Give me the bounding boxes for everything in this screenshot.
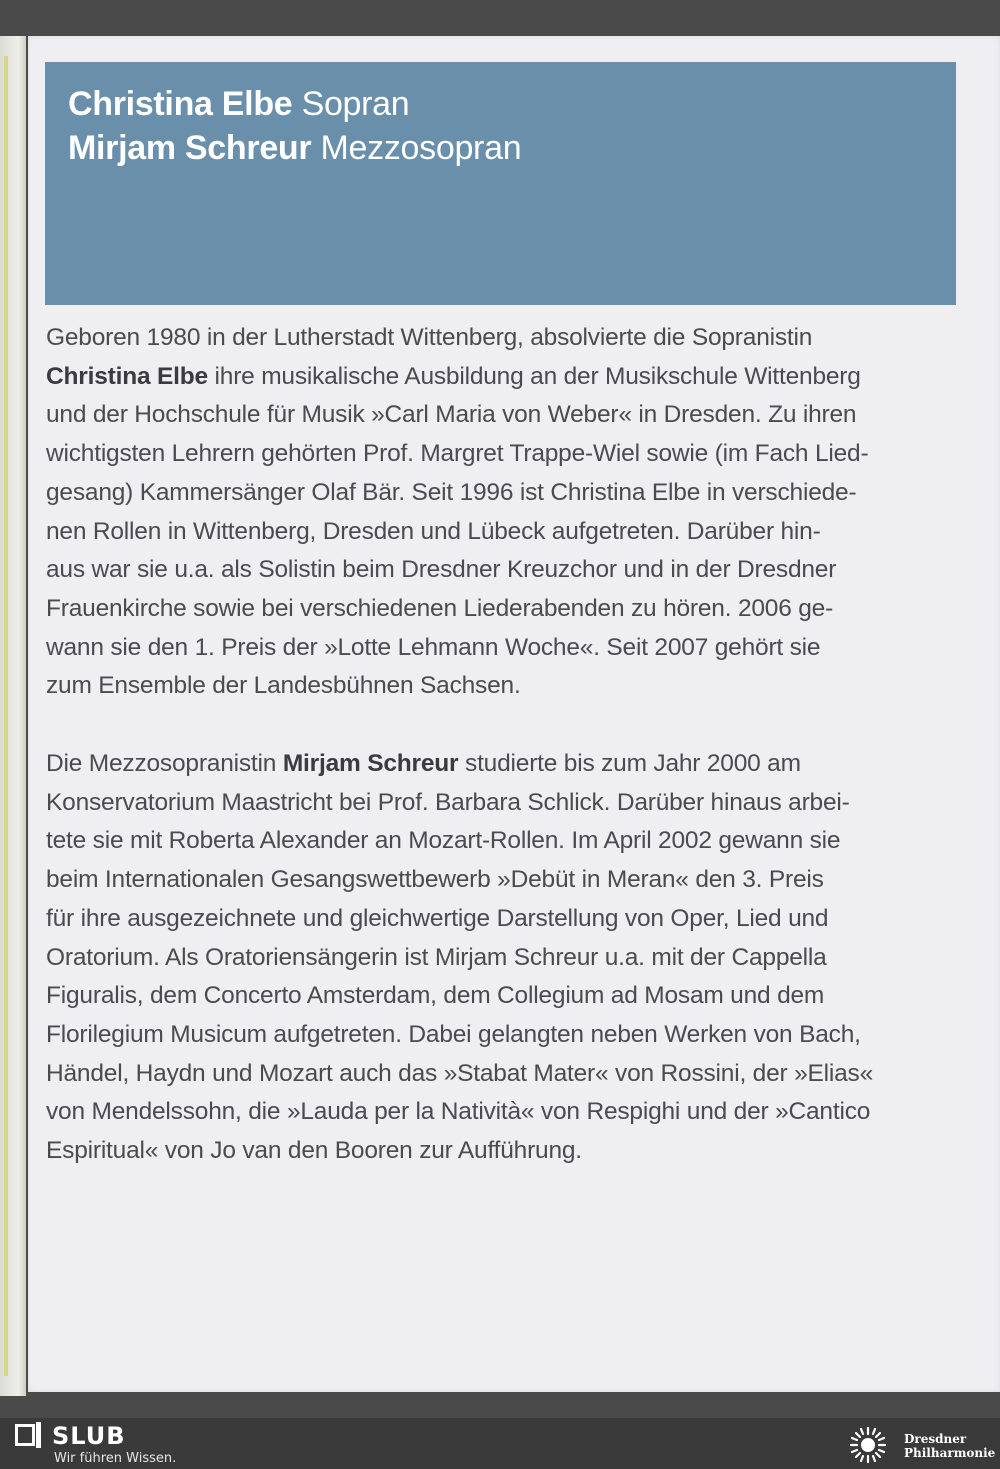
bold-name: Christina Elbe	[46, 362, 208, 390]
text-line: Händel, Haydn und Mozart auch das »Stabat Mater« von Rossini, der »Elias«	[46, 1059, 874, 1087]
text-line	[46, 745, 966, 784]
text-fragment: Die Mezzosopranistin	[46, 750, 277, 777]
text-line: gesang) Kammersänger Olaf Bär. Seit 1996 ist Christina Elbe in verschiede-	[46, 478, 857, 506]
text-line: tete sie mit Roberta Alexander an Mozart-Rollen. Im April 2002 gewann sie	[46, 827, 841, 855]
text-line: wichtigsten Lehrern gehörten Prof. Margret Trappe-Wiel sowie (im Fach Lied-	[46, 440, 869, 468]
text-fragment: studierte bis zum Jahr 2000 am	[465, 750, 801, 777]
text-line: Figuralis, dem Concerto Amsterdam, dem Collegium ad Mosam und dem	[46, 982, 825, 1010]
bio-paragraph-schreur	[46, 745, 966, 1171]
text-line	[46, 358, 966, 397]
text-line: für ihre ausgezeichnete und gleichwertige Darstellung von Oper, Lied und	[46, 904, 829, 932]
header-line-1	[68, 84, 409, 124]
text-line: von Mendelssohn, die »Lauda per la Natività« von Respighi und der »Cantico	[46, 1098, 871, 1126]
text-fragment: ihre musikalische Ausbildung an der Musikschule Wittenberg	[214, 362, 861, 390]
bold-name: Mirjam Schreur	[282, 750, 459, 777]
text-line: zum Ensemble der Landesbühnen Sachsen.	[46, 672, 521, 700]
wordmark-line: Philharmonie	[904, 1446, 996, 1460]
text-line: Geboren 1980 in der Lutherstadt Wittenberg, absolvierte die Sopranistin	[46, 324, 813, 351]
text-line: nen Rollen in Wittenberg, Dresden und Lübeck aufgetreten. Darüber hin-	[46, 517, 821, 545]
text-line: Konservatorium Maastricht bei Prof. Barbara Schlick. Darüber hinaus arbei-	[46, 788, 850, 816]
slub-tagline: Wir führen Wissen.	[54, 1451, 177, 1466]
voice-type: Sopran	[301, 85, 410, 123]
left-page-strip	[0, 36, 26, 1396]
dresdner-philharmonie-wordmark[interactable]	[904, 1432, 995, 1460]
text-line: und der Hochschule für Musik »Carl Maria von Weber« in Dresden. Zu ihren	[46, 401, 857, 429]
dresdner-philharmonie-sunburst-icon	[842, 1422, 894, 1468]
text-line: wann sie den 1. Preis der »Lotte Lehmann Woche«. Seit 2007 gehört sie	[46, 633, 821, 661]
slub-wordmark[interactable]: SLUB	[52, 1422, 126, 1450]
text-line: Frauenkirche sowie bei verschiedenen Liederabenden zu hören. 2006 ge-	[46, 594, 834, 622]
text-line: Oratorium. Als Oratoriensängerin ist Mirjam Schreur u.a. mit der Cappella	[46, 943, 827, 971]
artist-name: Mirjam Schreur	[68, 129, 312, 167]
artist-name: Christina Elbe	[68, 85, 293, 123]
wordmark-line: Dresdner	[904, 1432, 967, 1446]
voice-type: Mezzosopran	[320, 129, 522, 167]
text-line: Florilegium Musicum aufgetreten. Dabei gelangten neben Werken von Bach,	[46, 1020, 861, 1048]
bio-paragraph-elbe	[46, 319, 966, 706]
page-edge	[4, 56, 8, 1376]
text-line: Espiritual« von Jo van den Booren zur Aufführung.	[46, 1137, 582, 1165]
slub-book-icon	[14, 1422, 42, 1448]
text-line: aus war sie u.a. als Solistin beim Dresdner Kreuzchor und in der Dresdner	[46, 556, 837, 584]
header-line-2	[68, 128, 521, 168]
text-line: beim Internationalen Gesangswettbewerb »Debüt in Meran« den 3. Preis	[46, 866, 824, 894]
